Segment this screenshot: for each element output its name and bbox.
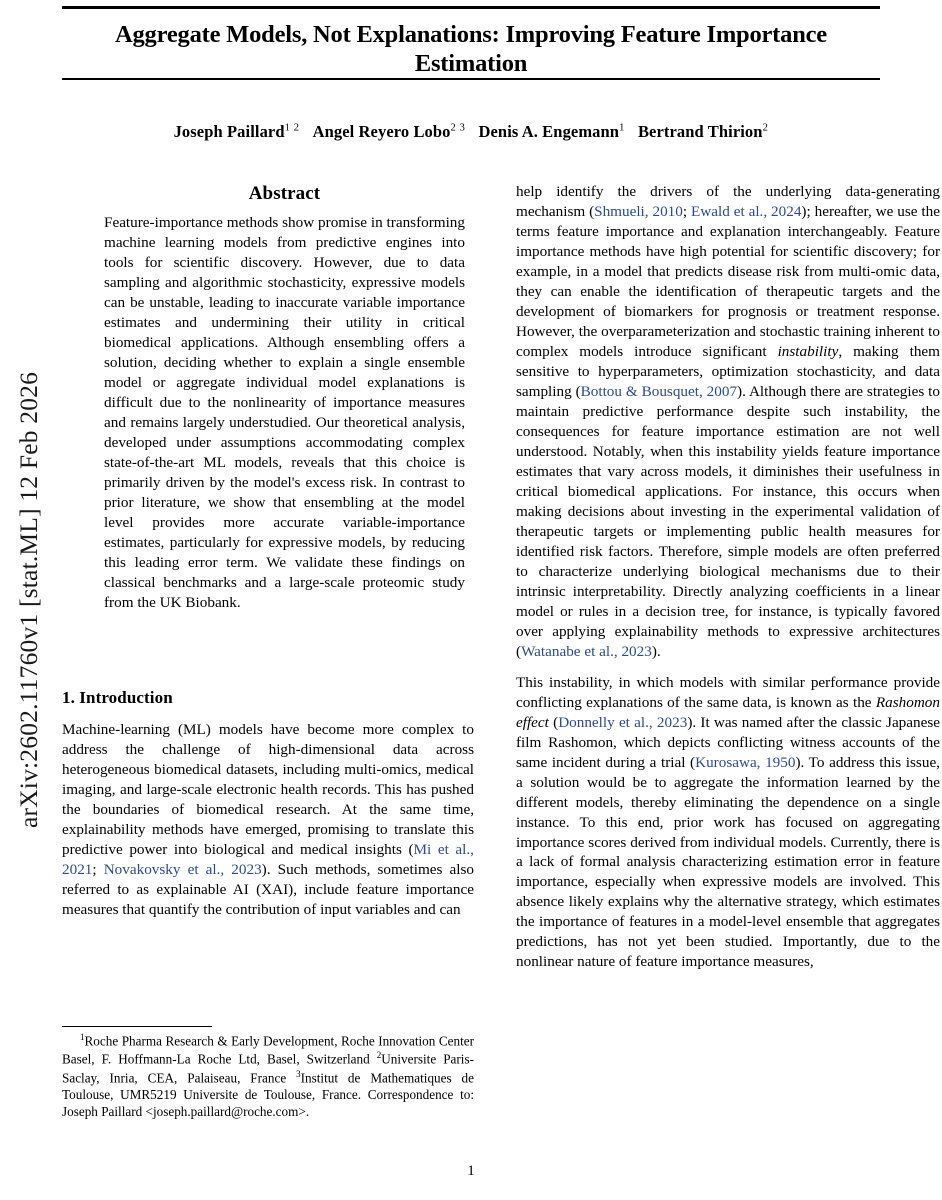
paragraph: Machine-learning (ML) models have become more complex to address the challenge of high-dimensional data across heterogeneous biomedical datasets, including multi-omics, medical imaging, and large-scale electronic health records. This has pushed the boundaries of biomedical research. At the same time, explainability methods have emerged, promising to translate this predictive power into biological and medical insights (Mi et al., 2021; Novakovsky et al., 2023). Such methods, sometimes also referred to as explainable AI (XAI), include feature importance measures that quantify the contribution of input variables and can bbox=[62, 721, 474, 918]
footnote-marker: 1 bbox=[80, 1032, 85, 1042]
author-affiliation-marker: 2 3 bbox=[450, 122, 466, 134]
arxiv-stamp bbox=[0, 0, 58, 1200]
abstract-heading: Abstract bbox=[248, 183, 321, 204]
citation-link[interactable]: Kurosawa, 1950 bbox=[695, 753, 796, 771]
author-affiliation-marker: 2 bbox=[762, 122, 769, 134]
citation-link[interactable]: Shmueli, 2010 bbox=[594, 202, 683, 220]
paragraph: help identify the drivers of the underlying data-generating mechanism (Shmueli, 2010; Ewald et al., 2024); hereafter, we use the terms feature importance and explanation interchangeably. Feature importance methods have high potential for scientific discovery; for example, in a model that predicts disease risk from multi-omic data, they can enable the identification of therapeutic targets and the development of biomarkers for prognosis or treatment response. However, the overparameterization and stochastic training inherent to complex models introduce significant instability, making them sensitive to hyperparameters, optimization stochasticity, and data sampling (Bottou & Bousquet, 2007). Although there are strategies to maintain predictive performance despite such instability, the consequences for feature importance estimation are not well understood. Notably, when this instability yields feature importance estimates that vary across models, it diminishes their usefulness in critical biomedical applications. For instance, this occurs when making decisions about investing in the experimental validation of therapeutic targets or implementing public health measures for identified risk factors. Therefore, simple models are often preferred to characterize underlying biological mechanisms due to their intrinsic interpretability. Directly analyzing coefficients in a linear model or rules in a decision tree, for instance, is typically favored over applying explainability methods to expressive architectures (Watanabe et al., 2023). bbox=[516, 183, 940, 660]
citation-link[interactable]: Ewald et al., 2024 bbox=[691, 202, 802, 220]
author-list bbox=[62, 122, 880, 142]
left-column bbox=[62, 182, 474, 920]
footnote-text: $^1$Roche Pharma Research & Early Development, Roche Innovation Center Basel, F. Hoffmann-La Roche Ltd, Basel, Switzerland $^2$Universite Paris-Saclay, Inria, CEA, Palaiseau, France $^3$Institut de Mathematiques de Toulouse, UMR5219 Universite de Toulouse, France. Correspondence to: Joseph Paillard <joseph.paillard@roche.com>. bbox=[62, 1032, 474, 1119]
paragraph: This instability, in which models with similar performance provide conflicting explanations of the same data, is known as the Rashomon effect (Donnelly et al., 2023). It was named after the classic Japanese film Rashomon, which depicts conflicting witness accounts of the same incident during a trial (Kurosawa, 1950). To address this issue, a solution would be to aggregate the information learned by the different models, thereby eliminating the dependence on a single instance. To this end, prior work has focused on aggregating importance scores derived from individual models. Currently, there is a lack of formal analysis characterizing estimation error in feature importance, especially when expressive models are involved. This absence likely explains why the alternative strategy, which estimates the importance of features in a model-level ensemble that aggregates predictions, has not yet been studied. Importantly, due to the nonlinear nature of feature importance measures, bbox=[516, 673, 941, 971]
author-name: Joseph Paillard$^{1 2}$ bbox=[173, 122, 300, 141]
header-rule-top bbox=[62, 6, 880, 9]
emphasized-term: Rashomon effect bbox=[516, 693, 940, 731]
right-column bbox=[516, 182, 940, 972]
citation-link[interactable]: Donnelly et al., 2023 bbox=[558, 713, 688, 731]
abstract-text: Feature-importance methods show promise in transforming machine learning models from predictive engines into tools for scientific discovery. However, due to data sampling and algorithmic stochasticity, expressive models can be unstable, leading to inaccurate variable importance estimates and undermining their utility in critical biomedical applications. Although ensembling offers a solution, deciding whether to explain a single ensemble model or aggregate individual model explanations is difficult due to the nonlinearity of importance measures and remains largely understudied. Our theoretical analysis, developed under assumptions accommodating complex state-of-the-art ML models, reveals that this choice is primarily driven by the model's excess risk. In contrast to prior literature, we show that ensembling at the model level provides more accurate variable-importance estimates, particularly for expressive models, by reducing this leading error term. We validate these findings on classical benchmarks and a large-scale proteomic study from the UK Biobank. bbox=[104, 213, 465, 611]
author-affiliation-marker: 1 bbox=[619, 122, 625, 134]
author-name: Denis A. Engemann$^1$ bbox=[478, 122, 625, 141]
author-name: Angel Reyero Lobo$^{2 3}$ bbox=[312, 122, 466, 141]
author-name: Bertrand Thirion$^2$ bbox=[637, 122, 769, 141]
header-rule-bottom bbox=[62, 78, 880, 80]
paper-page bbox=[62, 0, 941, 1200]
arxiv-stamp-text: arXiv:2602.11760v1 [stat.ML] 12 Feb 2026 bbox=[14, 371, 43, 829]
citation-link[interactable]: Bottou & Bousquet, 2007 bbox=[580, 382, 738, 400]
page-number: 1 bbox=[467, 1163, 475, 1179]
emphasized-term: instability bbox=[777, 342, 839, 360]
footnote-block bbox=[62, 1026, 474, 1121]
citation-link[interactable]: Novakovsky et al., 2023 bbox=[103, 860, 262, 878]
citation-link[interactable]: Watanabe et al., 2023 bbox=[521, 642, 652, 660]
abstract-block bbox=[62, 182, 474, 613]
introduction-section bbox=[62, 687, 474, 920]
footnote-marker: 2 bbox=[376, 1050, 382, 1061]
citation-link[interactable]: Mi et al., 2021 bbox=[62, 840, 474, 878]
section-heading-introduction: 1. Introduction bbox=[62, 687, 173, 707]
page-title: Aggregate Models, Not Explanations: Improving Feature Importance Estimation bbox=[115, 21, 827, 78]
author-affiliation-marker: 1 2 bbox=[284, 122, 300, 134]
footnote-separator-rule bbox=[62, 1026, 212, 1027]
footnote-marker: 3 bbox=[296, 1068, 301, 1079]
